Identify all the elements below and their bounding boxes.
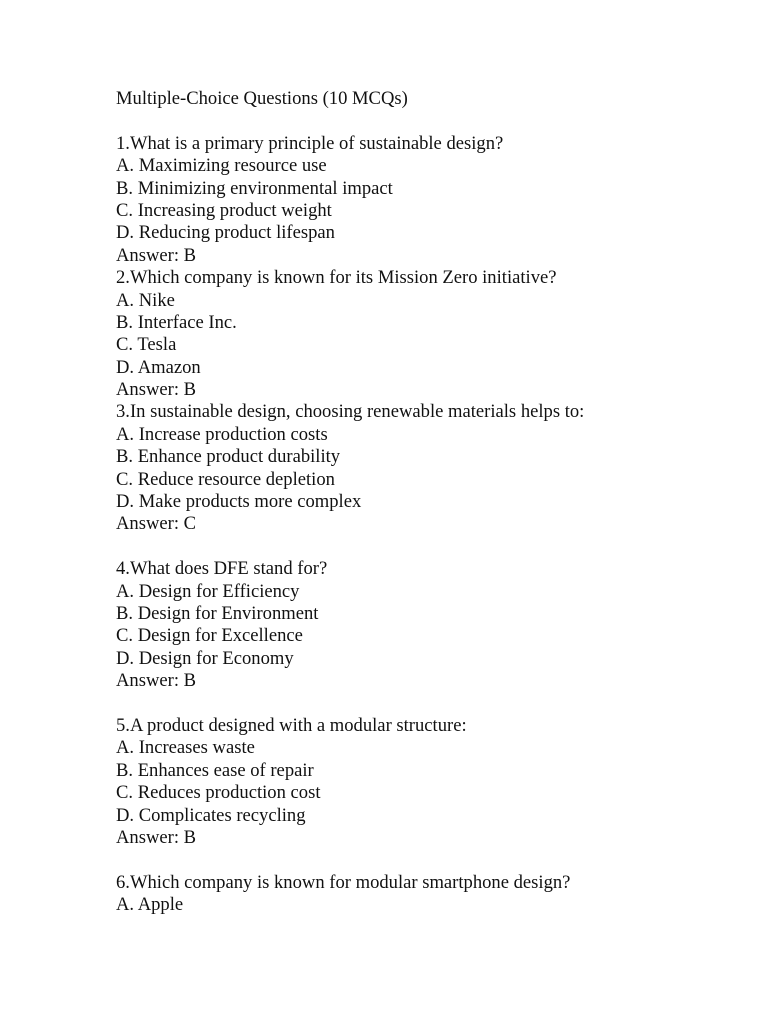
question-text: 4.What does DFE stand for? [116, 558, 328, 580]
document-title: Multiple-Choice Questions (10 MCQs) [116, 88, 408, 109]
option-b: B. Enhance product durability [116, 446, 341, 468]
question-5 [116, 715, 736, 849]
option-d: D. Complicates recycling [116, 804, 306, 826]
option-a: A. Increase production costs [116, 423, 328, 445]
question-text: 6.Which company is known for modular smartphone design? [116, 871, 571, 893]
blank-line [116, 693, 736, 715]
answer-line: Answer: B [116, 244, 197, 266]
question-text: 2.Which company is known for its Mission Zero initiative? [116, 267, 557, 289]
question-text: 1.What is a primary principle of sustainable design? [116, 132, 504, 154]
question-4 [116, 558, 736, 692]
question-text: 5.A product designed with a modular structure: [116, 714, 467, 736]
option-c: C. Reduces production cost [116, 782, 321, 804]
question-6 [116, 872, 736, 917]
option-a: A. Apple [116, 894, 184, 916]
question-text: 3.In sustainable design, choosing renewable materials helps to: [116, 401, 585, 423]
blank-line [116, 536, 736, 558]
option-a: A. Increases waste [116, 737, 255, 759]
option-c: C. Reduce resource depletion [116, 468, 335, 490]
option-a: A. Nike [116, 289, 175, 311]
option-c: C. Design for Excellence [116, 625, 303, 647]
option-d: D. Design for Economy [116, 647, 294, 669]
option-b: B. Minimizing environmental impact [116, 177, 393, 199]
option-b: B. Enhances ease of repair [116, 759, 314, 781]
option-c: C. Increasing product weight [116, 199, 332, 221]
answer-line: Answer: B [116, 826, 197, 848]
blank-line [116, 849, 736, 871]
answer-line: Answer: B [116, 670, 197, 692]
option-d: D. Amazon [116, 356, 201, 378]
blank-line [116, 110, 736, 132]
answer-line: Answer: C [116, 513, 197, 535]
question-2 [116, 267, 736, 401]
question-3 [116, 401, 736, 535]
document-page [116, 88, 736, 916]
option-b: B. Design for Environment [116, 602, 319, 624]
question-1 [116, 133, 736, 267]
option-b: B. Interface Inc. [116, 311, 237, 333]
option-d: D. Make products more complex [116, 491, 362, 513]
answer-line: Answer: B [116, 379, 197, 401]
option-d: D. Reducing product lifespan [116, 222, 335, 244]
option-c: C. Tesla [116, 334, 177, 356]
option-a: A. Design for Efficiency [116, 580, 300, 602]
option-a: A. Maximizing resource use [116, 155, 327, 177]
